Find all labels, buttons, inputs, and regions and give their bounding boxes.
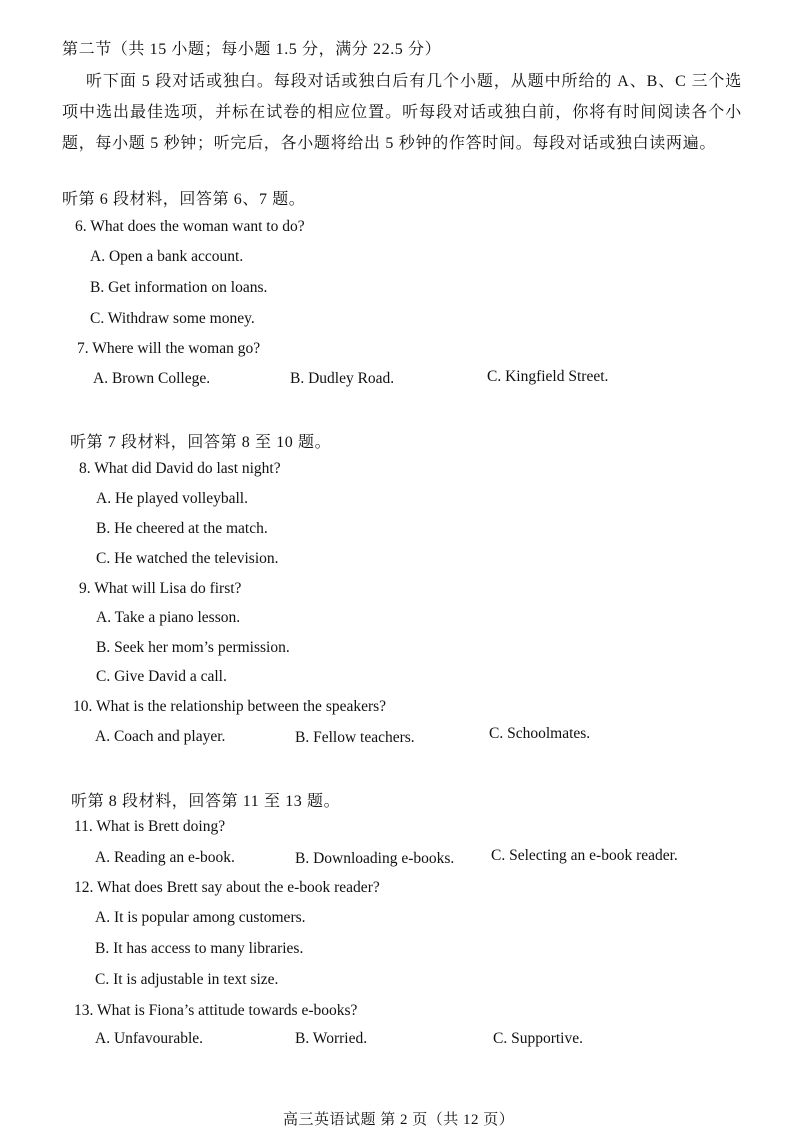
question-9-option-c: C. Give David a call. xyxy=(96,668,227,685)
question-11-option-a: A. Reading an e-book. xyxy=(95,849,235,866)
question-13-option-b: B. Worried. xyxy=(295,1030,368,1047)
question-11-option-c: C. Selecting an e-book reader. xyxy=(491,847,678,864)
question-9-option-a: A. Take a piano lesson. xyxy=(96,609,241,626)
question-10-stem: 10. What is the relationship between the speakers? xyxy=(73,698,387,715)
question-12-option-c: C. It is adjustable in text size. xyxy=(95,971,279,988)
question-13-option-a: A. Unfavourable. xyxy=(95,1030,204,1047)
question-10-option-b: B. Fellow teachers. xyxy=(295,729,415,746)
group-label-6: 听第 6 段材料，回答第 6、7 题。 xyxy=(62,191,306,208)
question-8-option-a: A. He played volleyball. xyxy=(96,490,248,507)
question-11-option-b: B. Downloading e-books. xyxy=(295,850,455,867)
question-12-stem: 12. What does Brett say about the e-book reader? xyxy=(74,879,380,896)
question-12-option-a: A. It is popular among customers. xyxy=(95,909,306,926)
question-6-option-b: B. Get information on loans. xyxy=(90,279,268,296)
question-7-stem: 7. Where will the woman go? xyxy=(77,340,261,357)
question-10-option-c: C. Schoolmates. xyxy=(489,725,591,742)
question-10-option-a: A. Coach and player. xyxy=(95,728,226,745)
group-label-8: 听第 8 段材料，回答第 11 至 13 题。 xyxy=(71,793,341,810)
question-9-option-b: B. Seek her mom’s permission. xyxy=(96,639,290,656)
question-6-option-c: C. Withdraw some money. xyxy=(90,310,255,327)
page-footer: 高三英语试题 第 2 页（共 12 页） xyxy=(283,1112,515,1128)
section-instructions: 听下面 5 段对话或独白。每段对话或独白后有几个小题，从题中所给的 A、B、C 三个选项中选出最佳选项，并标在试卷的相应位置。听每段对话或独白前，你将有时间阅读各个小题，每小题 5 秒钟；听完后，各小题将给出 5 秒钟的作答时间。每段对话或独白读两遍。 xyxy=(62,73,742,152)
question-6-stem: 6. What does the woman want to do? xyxy=(75,218,305,235)
question-8-option-b: B. He cheered at the match. xyxy=(96,520,268,537)
question-8-stem: 8. What did David do last night? xyxy=(79,460,281,477)
question-6-option-a: A. Open a bank account. xyxy=(90,248,244,265)
question-9-stem: 9. What will Lisa do first? xyxy=(79,580,242,597)
question-8-option-c: C. He watched the television. xyxy=(96,550,279,567)
question-13-stem: 13. What is Fiona’s attitude towards e-books? xyxy=(74,1002,358,1019)
question-13-option-c: C. Supportive. xyxy=(493,1030,583,1047)
question-7-option-b: B. Dudley Road. xyxy=(290,370,395,387)
question-12-option-b: B. It has access to many libraries. xyxy=(95,940,304,957)
question-11-stem: 11. What is Brett doing? xyxy=(74,818,226,835)
question-7-option-c: C. Kingfield Street. xyxy=(487,368,609,385)
section-heading: 第二节（共 15 小题；每小题 1.5 分，满分 22.5 分） xyxy=(62,41,442,58)
question-7-option-a: A. Brown College. xyxy=(93,370,211,387)
group-label-7: 听第 7 段材料，回答第 8 至 10 题。 xyxy=(70,434,332,451)
